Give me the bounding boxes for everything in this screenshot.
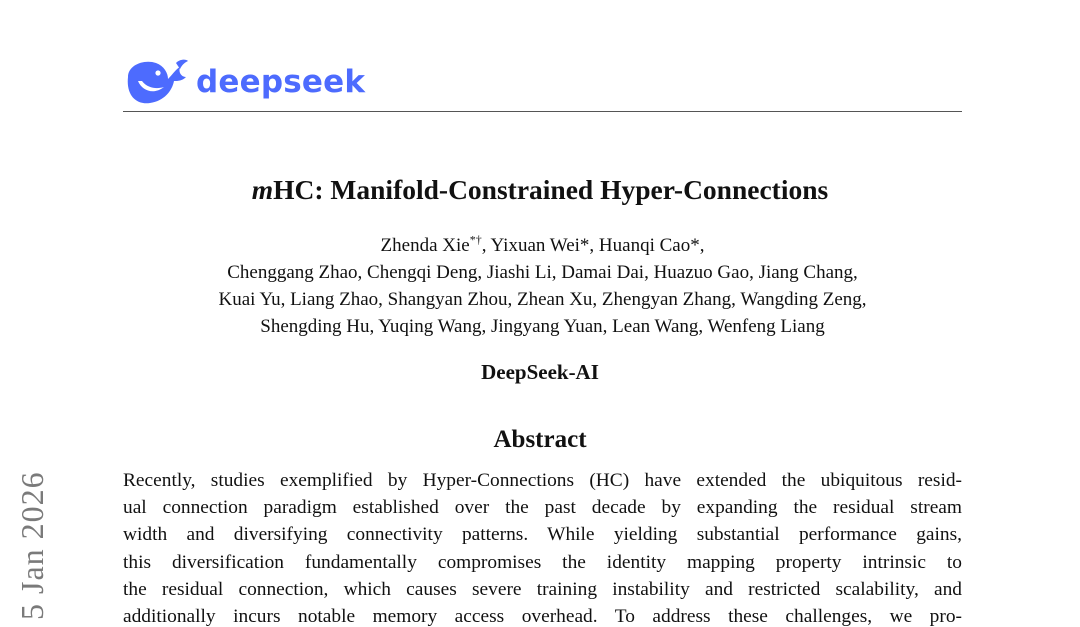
abstract-line: Recently, studies exemplified by Hyper-Connections (HC) have extended the ubiquitous resid-	[123, 470, 962, 491]
abstract-line: additionally incurs notable memory access overhead. To address these challenges, we pro-	[123, 606, 962, 627]
abstract-line: the residual connection, which causes severe training instability and restricted scalability, and	[123, 578, 962, 600]
affiliation: DeepSeek-AI	[481, 360, 599, 384]
author-line-1	[123, 232, 962, 259]
abstract-heading: Abstract	[493, 426, 587, 453]
arxiv-side-date: 5 Jan 2026	[14, 471, 50, 620]
author-marks: *†	[469, 232, 482, 247]
title-italic-prefix: m	[251, 174, 274, 205]
author-line-3: Kuai Yu, Liang Zhao, Shangyan Zhou, Zhean Xu, Zhengyan Zhang, Wangding Zeng,	[218, 289, 867, 310]
author-line-4: Shengding Hu, Yuqing Wang, Jingyang Yuan, Lean Wang, Wenfeng Liang	[260, 316, 825, 337]
deepseek-logo	[124, 56, 365, 108]
abstract-text	[123, 467, 962, 627]
author-line-2: Chenggang Zhao, Chengqi Deng, Jiashi Li, Damai Dai, Huazuo Gao, Jiang Chang,	[227, 262, 858, 283]
deepseek-whale-icon	[124, 57, 190, 107]
title-main: HC: Manifold-Constrained Hyper-Connections	[273, 174, 829, 205]
abstract-line: width and diversifying connectivity patterns. While yielding substantial performance gains,	[123, 524, 962, 546]
author-list	[123, 232, 962, 340]
header-divider	[123, 111, 962, 112]
author-first: Zhenda Xie	[380, 235, 470, 256]
deepseek-wordmark: deepseek	[196, 63, 366, 100]
abstract-line: this diversification fundamentally compromises the identity mapping property intrinsic to	[123, 551, 962, 573]
paper-title	[0, 172, 1080, 208]
abstract-line: ual connection paradigm established over the past decade by expanding the residual stream	[123, 497, 962, 519]
author-line-1-rest: , Yixuan Wei*, Huanqi Cao*,	[481, 235, 705, 256]
